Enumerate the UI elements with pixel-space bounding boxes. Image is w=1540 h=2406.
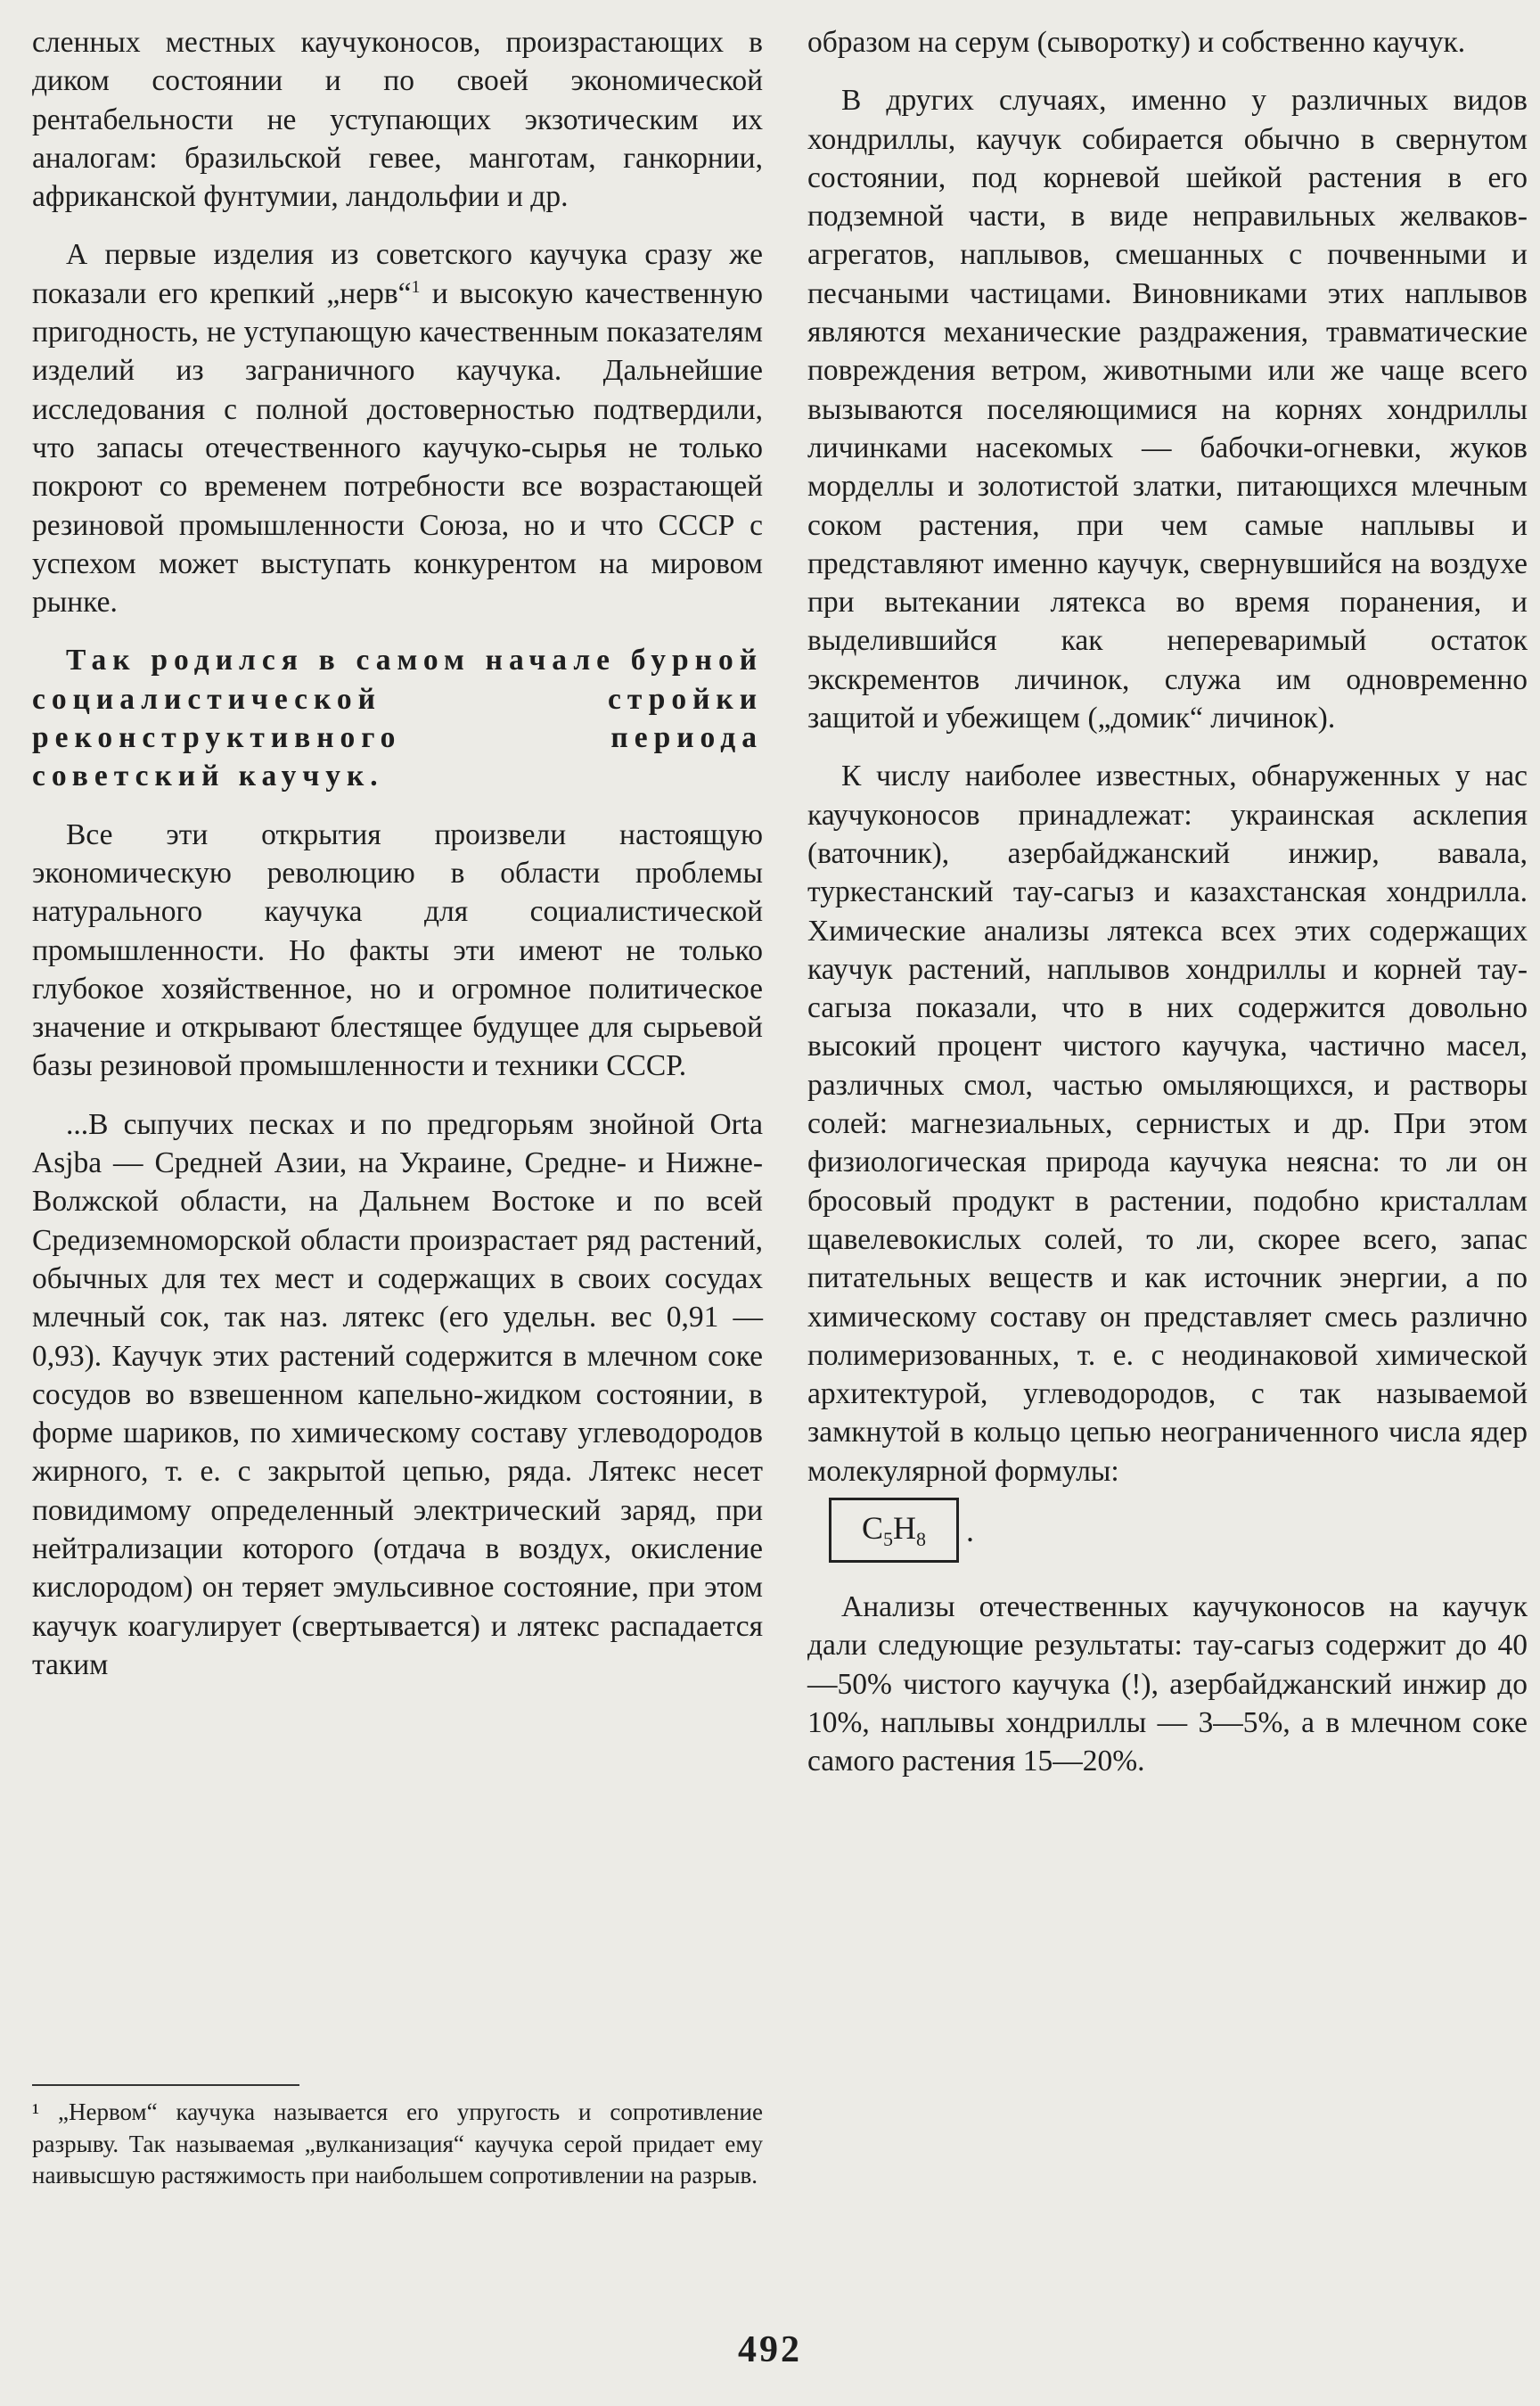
formula-subscript: 5 <box>883 1528 894 1551</box>
emphasis-paragraph: Так родился в самом начале бурной социалистической стройки реконструктивного периода советский каучук. <box>32 644 763 793</box>
chemical-formula <box>829 1498 959 1563</box>
footnote-divider <box>32 2084 299 2086</box>
footnote: ¹ „Нервом“ каучука называется его упругость и сопротивление разрыву. Так называемая „вулканизация“ каучука серой придает ему наивысшую растяжимость при наибольшем сопротивлении на разрыв. <box>32 2098 763 2188</box>
right-column <box>807 23 1528 1801</box>
paragraph <box>32 235 763 621</box>
paragraph: сленных местных каучуконосов, произрастающих в диком состоянии и по своей экономической рентабельности не уступающих экзотическим их аналогам: бразильской гевее, манготам, ганкорнии, африканской фунтумии, ландольфии и др. <box>32 26 763 214</box>
formula-subscript: 8 <box>916 1528 927 1551</box>
paragraph: ...В сыпучих песках и по предгорьям знойной Orta Asjba — Средней Азии, на Украине, Средне- и Нижне-Волжской области, на Дальнем Востоке и по всей Средиземноморской области произрастает ряд растений, обычных для тех мест и содержащих в своих сосудах млечный сок, так наз. лятекс (его удельн. вес 0,91 — 0,93). Каучук этих растений содержится в млечном соке сосудов во взвешенном капельно-жидком состоянии, в форме шариков, по химическому составу углеводородов жирного, т. е. с закрытой цепью, ряда. Лятекс несет повидимому определенный электрический заряд, при нейтрализации которого (отдача в воздух, окисление кислородом) он теряет эмульсивное состояние, при этом каучук коагулирует (свертывается) и лятекс распадается таким <box>32 1107 763 1681</box>
formula-period: . <box>966 1512 975 1548</box>
formula-element: H <box>893 1509 917 1546</box>
formula-element: C <box>862 1509 884 1546</box>
formula-line <box>807 1498 1528 1563</box>
page-number: 492 <box>738 2329 802 2370</box>
footnote-ref[interactable]: 1 <box>411 276 421 297</box>
left-column <box>32 23 763 1704</box>
paragraph: образом на серум (сыворотку) и собственно каучук. <box>807 26 1466 59</box>
paragraph: В других случаях, именно у различных видов хондриллы, каучук собирается обычно в свернутом состоянии, под корневой шейкой растения в его подземной части, в виде неправильных желваков-агрегатов, наплывов, смешанных с почвенными и песчаными частицами. Виновниками этих наплывов являются механические раздражения, травматические повреждения ветром, животными или же чаще всего вызываются поселяющимися на корнях хондриллы личинками насекомых — бабочки-огневки, жуков морделлы и золотистой златки, питающихся млечным соком растения, при чем самые наплывы и представляют именно каучук, свернувшийся на воздухе при вытекании лятекса во время поранения, и выделившийся как непереваримый остаток экскрементов личинок, служа им одновременно защитой и убежищем („домик“ личинок). <box>807 84 1528 735</box>
paragraph: Анализы отечественных каучуконосов на каучук дали следующие результаты: тау-сагыз содержит до 40—50% чистого каучука (!), азербайджанский инжир до 10%, наплывы хондриллы — 3—5%, а в млечном соке самого растения 15—20%. <box>807 1590 1528 1778</box>
paragraph-text: А первые изделия из советского каучука сразу же показали его крепкий „нерв“ <box>32 238 763 310</box>
paragraph: К числу наиболее известных, обнаруженных у нас каучуконосов принадлежат: украинская асклепия (ваточник), азербайджанский инжир, вавала, туркестанский тау-сагыз и казахстанская хондрилла. Химические анализы лятекса всех этих содержащих каучук растений, наплывов хондриллы и корней тау-сагыза показали, что в них содержится довольно высокий процент чистого каучука, частично масел, различных смол, частью омыляющихся, и растворы солей: магнезиальных, сернистых и др. При этом физиологическая природа каучука неясна: то ли он бросовый продукт в растении, подобно кристаллам щавелевокислых солей, то ли, скорее всего, запас питательных веществ и как источник энергии, а по химическому составу он представляет смесь различно полимеризованных, т. е. с неодинаковой химической архитектурой, углеводородов, с так называемой замкнутой в кольцо цепью неограниченного числа ядер молекулярной формулы: <box>807 760 1528 1488</box>
paragraph: Все эти открытия произвели настоящую экономическую революцию в области проблемы натурального каучука для социалистической промышленности. Но факты эти имеют не только глубокое хозяйственное, но и огромное политическое значение и открывают блестящее будущее для сырьевой базы резиновой промышленности и техники СССР. <box>32 817 763 1083</box>
paragraph-text: и высокую качественную пригодность, не уступающую качественным показателям изделий из заграничного каучука. Дальнейшие исследования с полной достоверностью подтвердили, что запасы отечественного каучуко-сырья не только покроют со временем потребности все возрастающей резиновой промышленности Союза, но и что СССР с успехом может выступать конкурентом на мировом рынке. <box>32 276 763 620</box>
